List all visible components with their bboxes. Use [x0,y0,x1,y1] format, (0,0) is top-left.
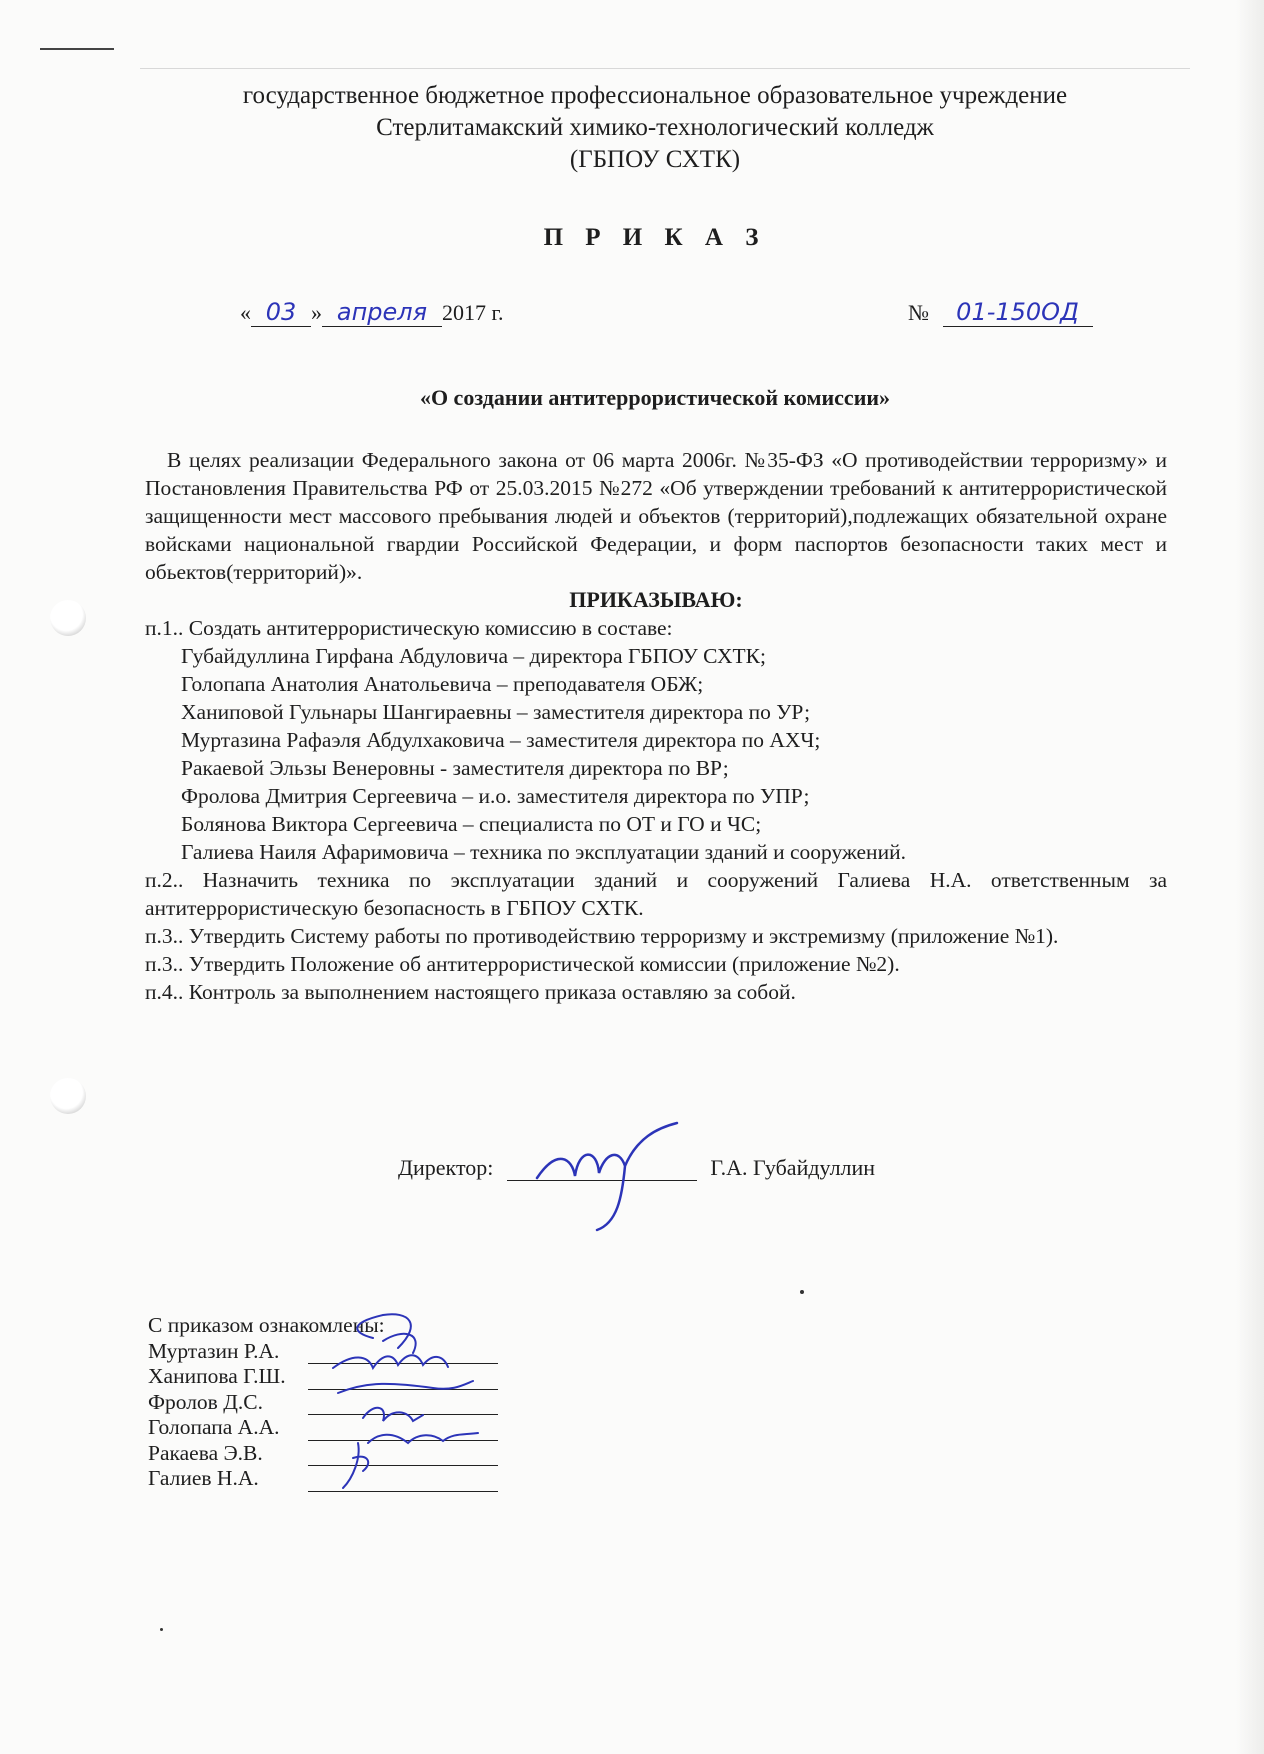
organization-header [140,80,1170,176]
director-position: Директор: [398,1155,494,1180]
date-open-quote: « [240,300,251,325]
order-body [145,446,1167,1006]
ack-person: Галиев Н.А. [148,1466,259,1490]
member-list-item: Ханиповой Гульнары Шангираевны – заместителя директора по УР; [181,700,811,724]
ack-person: Муртазин Р.А. [148,1338,280,1363]
date-close-quote: » [311,300,322,325]
preamble: В целях реализации Федерального закона от 06 марта 2006г. №35-ФЗ «О противодействии терроризму» и Постановления Правительства РФ от 25.03.2015 №272 «Об утверждении требований к антитеррористической защищенности мест массового пребывания людей и объектов (территорий),подлежащих обязательной охране войсками национальной гвардии Российской Федерации, и форм паспортов безопасности таких мест и обьектов(территорий)». [145,448,1167,584]
member-list-item: Голопапа Анатолия Анатольевича – преподавателя ОБЖ; [181,672,704,696]
scan-mark [40,48,114,50]
date-month: апреля [336,298,428,326]
member-list-item: Муртазина Рафаэля Абдулхаковича – заместителя директора по АХЧ; [181,728,821,752]
member-list-item: Губайдуллина Гирфана Абдуловича – директора ГБПОУ СХТК; [181,644,766,668]
item-2: п.2.. Назначить техника по эксплуатации зданий и сооружений Галиева Н.А. ответственным за антитеррористическую безопасность в ГБПОУ СХТК. [145,868,1167,920]
member-list-item: Фролова Дмитрия Сергеевича – и.о. заместителя директора по УПР; [181,784,810,808]
order-date [240,298,504,327]
acknowledgement-block [148,1313,498,1492]
ack-person: Ракаева Э.В. [148,1440,263,1465]
member-list-item: Ракаевой Эльзы Венеровны - заместителя директора по ВР; [181,756,729,780]
number-value: 01-150ОД [956,298,1079,326]
order-word: ПРИКАЗЫВАЮ: [569,587,743,612]
signature-line [507,1156,697,1181]
member-list-item: Галиева Наиля Афаримовича – техника по эксплуатации зданий и сооружений. [181,840,906,864]
ack-person: Ханипова Г.Ш. [148,1364,286,1388]
director-signature-icon [527,1118,707,1238]
item-3b: п.3.. Утвердить Положение об антитеррористической комиссии (приложение №2). [145,952,900,976]
ack-person: Голопапа А.А. [148,1415,280,1439]
punch-hole-icon [50,1078,86,1114]
scan-dot [800,1290,804,1294]
item-4: п.4.. Контроль за выполнением настоящего приказа оставляю за собой. [145,980,796,1004]
order-number [908,298,1093,327]
date-year: 2017 г. [442,300,504,325]
document-title: П Р И К А З [543,224,767,251]
punch-hole-icon [50,600,86,636]
item-1: п.1.. Создать антитеррористическую комиссию в составе: [145,616,673,640]
director-name: Г.А. Губайдуллин [710,1155,876,1180]
scan-line [140,68,1190,69]
item-3a: п.3.. Утвердить Систему работы по противодействию терроризму и экстремизму (приложение №1). [145,924,1059,948]
director-signature-block [398,1155,875,1181]
member-list-item: Болянова Виктора Сергеевича – специалиста по ОТ и ГО и ЧС; [181,812,762,836]
ack-person: Фролов Д.С. [148,1389,263,1414]
handwritten-signatures-icon [313,1293,513,1493]
number-label: № [908,300,929,325]
org-line-1: государственное бюджетное профессиональное образовательное учреждение [242,82,1068,109]
order-subject: «О создании антитеррористической комиссии» [419,385,891,410]
org-line-2: Стерлитамакский химико-технологический колледж [376,114,934,141]
scan-edge [1236,0,1264,1754]
date-day: 03 [265,298,297,326]
org-abbreviation: (ГБПОУ СХТК) [569,146,741,173]
scan-dot [160,1628,163,1631]
acknowledgement-title: С приказом ознакомлены: [148,1313,385,1337]
